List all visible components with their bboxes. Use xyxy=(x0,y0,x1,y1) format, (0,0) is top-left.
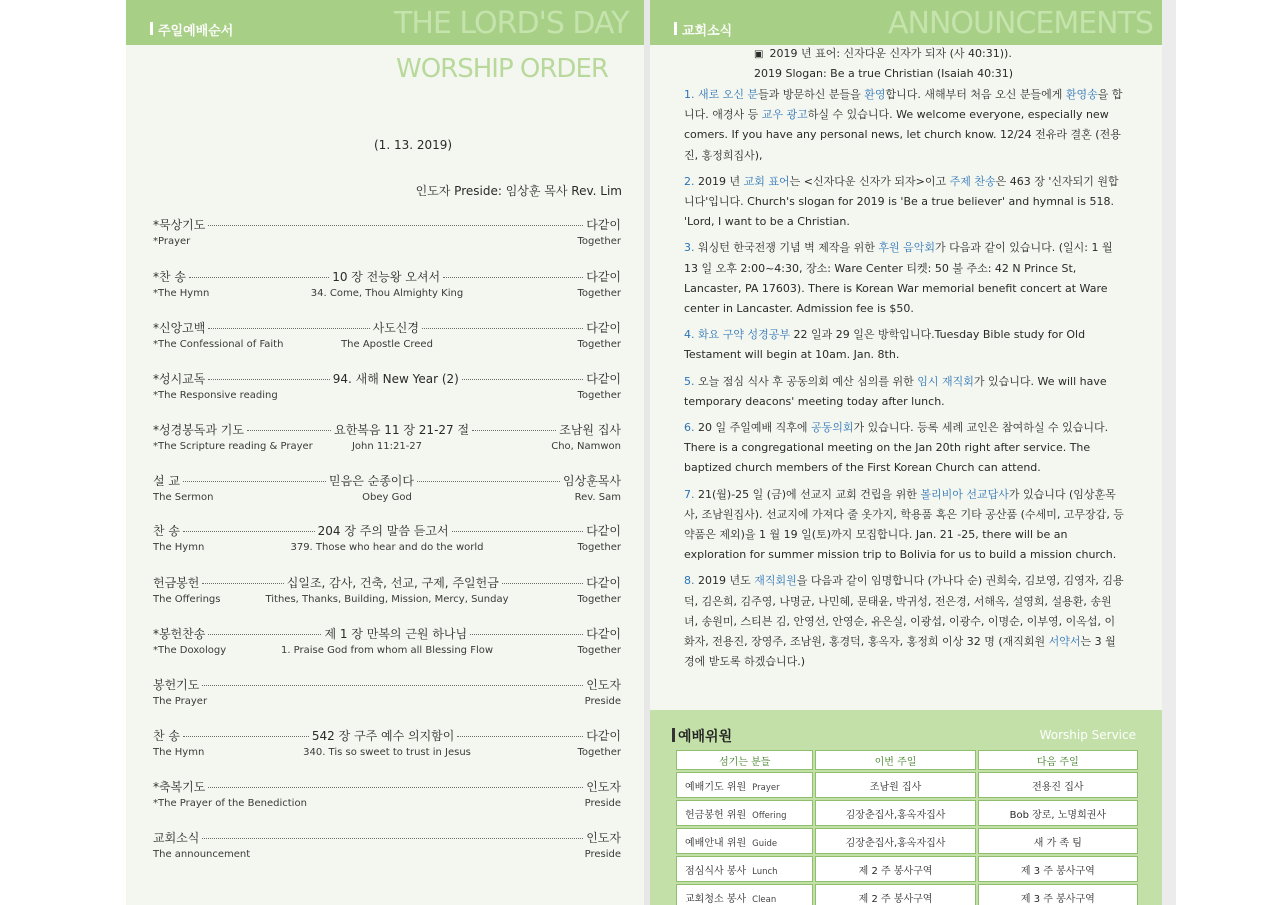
order-content: 제 1 장 만복의 근원 하나님 xyxy=(324,627,468,641)
order-row-ko xyxy=(153,778,621,796)
role-cell xyxy=(676,772,813,798)
leader-dots xyxy=(208,787,583,788)
order-item xyxy=(153,216,621,250)
order-leader: 다같이 xyxy=(586,524,621,538)
page-edge xyxy=(1162,0,1176,905)
leader-dots xyxy=(202,583,283,584)
leader-dots xyxy=(502,583,583,584)
role-cell xyxy=(676,884,813,905)
order-leader: 다같이 xyxy=(586,627,622,641)
order-item xyxy=(153,778,621,812)
table-header-row xyxy=(676,750,1138,770)
role-en: Guide xyxy=(752,838,778,849)
order-leader: 다같이 xyxy=(586,372,622,386)
order-content: 십일조, 감사, 건축, 선교, 구제, 주일헌금 xyxy=(286,576,499,590)
order-row-ko xyxy=(153,370,621,388)
leader-dots xyxy=(422,328,583,329)
order-row-en xyxy=(153,592,621,608)
next-sunday-cell: 전용진 집사 xyxy=(978,772,1138,798)
order-leader: 다같이 xyxy=(586,270,622,284)
order-label-en: *The Doxology xyxy=(153,645,227,656)
order-item xyxy=(153,676,621,710)
order-leader-en: Rev. Sam xyxy=(574,492,621,503)
leader-dots xyxy=(457,736,583,737)
order-row-ko xyxy=(153,676,621,694)
order-leader: 인도자 xyxy=(586,678,621,692)
role-en: Lunch xyxy=(752,866,778,877)
leader-dots xyxy=(183,481,326,482)
order-row-en xyxy=(153,745,621,761)
announcement-8: 8. 2019 년도 재직회원을 다음과 같이 임명합니다 (가나다 순) 권희숙, 김보영, 김영자, 김용덕, 김은희, 김주영, 나명균, 나민혜, 문태윤, 박귀성, 전은경, 서해옥, 설영희, 설용환, 송원녀, 송원미, 스티븐 김, 안영선, 안영순, 유은실, 이광섭, 이광수, 이명순, 이부영, 이옥섭, 이화자, 전용진, 장영주, 조남원, 홍경덕, 홍옥자, 홍정희 이상 32 명 (재직회원 서약서는 3 월경에 받도록 하겠습니다.) xyxy=(684,574,1124,669)
order-content-en: Obey God xyxy=(362,492,412,503)
order-leader-en: Together xyxy=(577,594,621,605)
order-row-en xyxy=(153,694,621,710)
order-content: 사도신경 xyxy=(372,321,419,335)
order-item xyxy=(153,472,621,506)
order-label: *묵상기도 xyxy=(153,218,206,232)
next-sunday-cell: 제 3 주 봉사구역 xyxy=(978,856,1138,882)
slogan-ko: 2019 년 표어: 신자다운 신자가 되자 (사 40:31)). xyxy=(769,47,1012,60)
order-leader-en: Together xyxy=(577,645,621,656)
order-content: 요한복음 11 장 21-27 절 xyxy=(334,423,470,437)
band-title: ANNOUNCEMENTS xyxy=(888,6,1153,41)
leader-dots xyxy=(470,634,583,635)
order-content-en: 34. Come, Thou Almighty King xyxy=(310,288,464,299)
order-content: 542 장 구주 예수 의지함이 xyxy=(311,729,455,743)
leader-dots xyxy=(189,277,329,278)
order-leader: 조남원 집사 xyxy=(559,423,622,437)
order-leader: 다같이 xyxy=(586,729,621,743)
order-leader: 인도자 xyxy=(586,780,621,794)
header-band xyxy=(650,0,1162,45)
order-label-en: *The Prayer of the Benediction xyxy=(153,798,307,809)
this-sunday-cell: 김장춘집사,홍옥자집사 xyxy=(815,800,975,826)
next-sunday-cell: 제 3 주 봉사구역 xyxy=(978,884,1138,905)
role-ko: 점심식사 봉사 xyxy=(685,865,747,877)
order-label-en: *The Responsive reading xyxy=(153,390,278,401)
order-content: 10 장 전능왕 오셔서 xyxy=(332,270,441,284)
order-row-en xyxy=(153,540,621,556)
order-row-en xyxy=(153,439,621,455)
announcement-7: 7. 21(월)-25 일 (금)에 선교지 교회 건립을 위한 볼리비아 선교답사가 있습니다 (임상훈목사, 조남원집사). 선교지에 가져다 줄 옷가지, 학용품 혹은 기타 공산품 (수세미, 고무장갑, 등 약품은 제외)을 1 월 19 일(토)까지 모집합니다. Jan. 21 -25, there will be an exploration for summer mission trip to Bolivia for us to build a mission church. xyxy=(684,487,1124,562)
order-row-en xyxy=(153,490,621,506)
order-content: 204 장 주의 말씀 듣고서 xyxy=(317,524,449,538)
order-content-en: 340. Tis so sweet to trust in Jesus xyxy=(303,747,471,758)
order-row-ko xyxy=(153,472,621,490)
role-en: Prayer xyxy=(752,782,780,793)
worship-service-panel xyxy=(650,710,1162,905)
role-en: Offering xyxy=(752,810,787,821)
order-item xyxy=(153,421,621,455)
order-leader: 임상훈목사 xyxy=(563,474,621,488)
order-label: 찬 송 xyxy=(153,729,180,743)
order-label: *봉헌찬송 xyxy=(153,627,206,641)
header-this-sunday: 이번 주일 xyxy=(815,750,975,770)
service-table xyxy=(674,748,1140,905)
order-row-en xyxy=(153,234,621,250)
order-content: 믿음은 순종이다 xyxy=(329,474,414,488)
order-leader-en: Preside xyxy=(584,849,621,860)
order-label: 찬 송 xyxy=(153,524,180,538)
band-title: THE LORD'S DAY xyxy=(394,6,629,41)
order-leader: 다같이 xyxy=(586,321,621,335)
announcement-5: 5. 오늘 점심 식사 후 공동의회 예산 심의를 위한 임시 재직회가 있습니다. We will have temporary deacons' meeting today after lunch. xyxy=(684,374,1107,408)
this-sunday-cell: 조남원 집사 xyxy=(815,772,975,798)
checkbox-icon: ▣ xyxy=(754,49,764,60)
announcement-4: 4. 화요 구약 성경공부 22 일과 29 일은 방학입니다.Tuesday Bible study for Old Testament will begin at 10am. Jan. 8th. xyxy=(684,328,1086,362)
role-ko: 교회청소 봉사 xyxy=(685,893,747,905)
leader-dots xyxy=(208,328,369,329)
order-row-ko xyxy=(153,727,621,745)
table-row xyxy=(676,772,1138,798)
order-row-ko xyxy=(153,319,621,337)
leader-dots xyxy=(452,531,584,532)
order-label-en: The Hymn xyxy=(153,542,205,553)
table-row xyxy=(676,800,1138,826)
order-row-en xyxy=(153,388,621,404)
role-cell xyxy=(676,828,813,854)
page-subtitle: WORSHIP ORDER xyxy=(396,54,608,84)
order-row-ko xyxy=(153,522,621,540)
header-role: 섬기는 분들 xyxy=(676,750,813,770)
order-row-en xyxy=(153,796,621,812)
panel-title: 예배위원 xyxy=(678,726,732,746)
order-item xyxy=(153,370,621,404)
leader-dots xyxy=(208,379,329,380)
table-row xyxy=(676,884,1138,905)
order-content-en: 379. Those who hear and do the world xyxy=(290,542,484,553)
order-row-ko xyxy=(153,421,621,439)
order-content-en: Tithes, Thanks, Building, Mission, Mercy, Sunday xyxy=(265,594,509,605)
role-cell xyxy=(676,800,813,826)
order-label-en: *Prayer xyxy=(153,236,191,247)
order-content-en: 1. Praise God from whom all Blessing Flow xyxy=(280,645,494,656)
order-label-en: The Prayer xyxy=(153,696,208,707)
next-sunday-cell: 새 가 족 팀 xyxy=(978,828,1138,854)
order-label: *성시교독 xyxy=(153,372,206,386)
order-row-ko xyxy=(153,268,621,286)
role-en: Clean xyxy=(752,894,777,905)
slogan-en: 2019 Slogan: Be a true Christian (Isaiah 40:31) xyxy=(754,67,1014,80)
order-label-en: *The Hymn xyxy=(153,288,210,299)
order-leader-en: Cho, Namwon xyxy=(551,441,621,452)
order-item xyxy=(153,574,621,608)
this-sunday-cell: 김장춘집사,홍옥자집사 xyxy=(815,828,975,854)
leader-dots xyxy=(417,481,560,482)
leader-dots xyxy=(208,634,321,635)
order-label-en: *The Confessional of Faith xyxy=(153,339,284,350)
order-leader-en: Together xyxy=(577,288,621,299)
leader-dots xyxy=(183,531,315,532)
order-leader: 인도자 xyxy=(586,831,621,845)
order-item xyxy=(153,727,621,761)
order-leader-en: Preside xyxy=(584,798,621,809)
order-label: 교회소식 xyxy=(153,831,200,845)
order-leader-en: Together xyxy=(577,390,621,401)
order-leader-en: Together xyxy=(577,747,621,758)
next-sunday-cell: Bob 장로, 노명희권사 xyxy=(978,800,1138,826)
order-label-en: The Hymn xyxy=(153,747,205,758)
announcement-2: 2. 2019 년 교회 표어는 <신자다운 신자가 되자>이고 주제 찬송은 463 장 '신자되기 원합니다'입니다. Church's slogan for 2019 is 'Be a true believer' and hymnal is 518. 'Lord, I want to be a Christian. xyxy=(684,174,1119,229)
order-label: *축복기도 xyxy=(153,780,206,794)
leader-dots xyxy=(443,277,583,278)
order-label-en: *The Scripture reading & Prayer xyxy=(153,441,313,452)
slogan xyxy=(754,44,1013,83)
order-item xyxy=(153,319,621,353)
worship-order-page xyxy=(126,0,644,905)
announcement-1: 1. 새로 오신 분들과 방문하신 분들을 환영합니다. 새해부터 처음 오신 분들에게 환영송을 합니다. 애경사 등 교우 광고하실 수 있습니다. We welcome everyone, especially new comers. If you have any personal news, let church know. 12/24 전유라 결혼 (전용진, 홍정희집사), xyxy=(684,88,1123,162)
order-label-en: The Sermon xyxy=(153,492,214,503)
order-leader-en: Preside xyxy=(584,696,621,707)
order-item xyxy=(153,625,621,659)
this-sunday-cell: 제 2 주 봉사구역 xyxy=(815,884,975,905)
order-label: 설 교 xyxy=(153,474,180,488)
leader-dots xyxy=(247,430,331,431)
order-row-ko xyxy=(153,625,621,643)
order-content: 94. 새해 New Year (2) xyxy=(332,372,459,386)
header-band xyxy=(126,0,644,45)
presider: 인도자 Preside: 임상훈 목사 Rev. Lim xyxy=(415,184,622,198)
role-cell xyxy=(676,856,813,882)
leader-dots xyxy=(208,225,583,226)
order-leader: 다같이 xyxy=(586,218,621,232)
announcement-6: 6. 20 일 주일예배 직후에 공동의회가 있습니다. 등록 세례 교인은 참여하실 수 있습니다. There is a congregational meeting on the Jan 20th right after service. The baptized church members of the First Korean Church can attend. xyxy=(684,421,1109,475)
order-item xyxy=(153,829,621,863)
section-label: 교회소식 xyxy=(682,20,732,39)
order-item xyxy=(153,268,621,302)
order-label: *성경봉독과 기도 xyxy=(153,423,244,437)
role-ko: 헌금봉헌 위원 xyxy=(685,809,747,821)
order-row-en xyxy=(153,286,621,302)
order-row-ko xyxy=(153,216,621,234)
panel-title-en: Worship Service xyxy=(1039,728,1136,742)
order-row-en xyxy=(153,337,621,353)
order-item xyxy=(153,522,621,556)
order-label: *찬 송 xyxy=(153,270,186,284)
order-label: 헌금봉헌 xyxy=(153,576,200,590)
section-label: 주일예배순서 xyxy=(158,20,233,39)
service-table-body xyxy=(676,772,1138,905)
order-leader-en: Together xyxy=(577,542,621,553)
role-ko: 예배안내 위원 xyxy=(685,837,747,849)
leader-dots xyxy=(202,685,583,686)
announcement-3: 3. 워싱턴 한국전쟁 기념 벽 제작을 위한 후원 음악회가 다음과 같이 있습니다. (일시: 1 월 13 일 오후 2:00~4:30, 장소: Ware Center 티켓: 50 불 주소: 42 N Prince St, Lancaster, PA 17603). There is Korean War memorial benefit concert at Ware center in Lancaster. Admission fee is $50. xyxy=(684,241,1113,316)
order-leader: 다같이 xyxy=(586,576,621,590)
leader-dots xyxy=(472,430,556,431)
leader-dots xyxy=(462,379,583,380)
order-content-en: John 11:21-27 xyxy=(351,441,423,452)
announcements-page xyxy=(650,0,1162,905)
service-date: (1. 13. 2019) xyxy=(374,138,453,152)
order-leader-en: Together xyxy=(577,339,621,350)
order-row-en xyxy=(153,643,621,659)
order-label: 봉헌기도 xyxy=(153,678,200,692)
table-row xyxy=(676,828,1138,854)
role-ko: 예배기도 위원 xyxy=(685,781,747,793)
order-label: *신앙고백 xyxy=(153,321,206,335)
order-leader-en: Together xyxy=(577,236,621,247)
order-row-en xyxy=(153,847,621,863)
order-label-en: The Offerings xyxy=(153,594,221,605)
announcement-list xyxy=(684,85,1124,672)
header-next-sunday: 다음 주일 xyxy=(978,750,1138,770)
order-row-ko xyxy=(153,829,621,847)
order-row-ko xyxy=(153,574,621,592)
this-sunday-cell: 제 2 주 봉사구역 xyxy=(815,856,975,882)
leader-dots xyxy=(202,838,583,839)
order-label-en: The announcement xyxy=(153,849,251,860)
table-row xyxy=(676,856,1138,882)
order-content-en: The Apostle Creed xyxy=(341,339,433,350)
leader-dots xyxy=(183,736,309,737)
